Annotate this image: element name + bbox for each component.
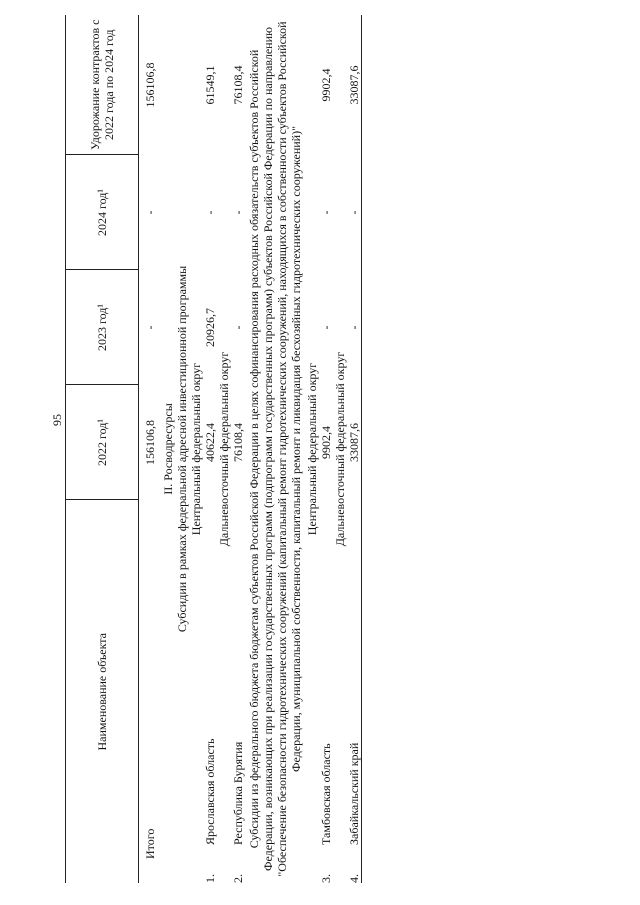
total-increase: 156106,8 — [143, 62, 157, 108]
header-object-name: Наименование объекта — [66, 500, 139, 883]
table-row — [203, 15, 217, 883]
table-row — [231, 15, 245, 883]
district-heading — [305, 15, 319, 883]
district-title: Дальневосточный федеральный округ — [333, 351, 347, 547]
page-number: 95 — [50, 414, 64, 426]
row-name: Республика Бурятия — [231, 741, 245, 845]
row-label — [319, 500, 333, 883]
row-2022: 9902,4 — [319, 426, 333, 459]
section-heading — [161, 15, 175, 883]
district-heading — [333, 15, 347, 883]
row-increase: 76108,4 — [231, 65, 245, 105]
cost-table — [65, 15, 362, 883]
row-increase: 33087,6 — [347, 15, 362, 155]
row-2023: - — [319, 325, 333, 330]
row-index: 4. — [347, 874, 361, 883]
row-2023: - — [231, 325, 245, 330]
district-title: Дальневосточный федеральный округ — [217, 351, 231, 547]
row-index: 3. — [319, 874, 333, 883]
subsidy-paragraph: Субсидии из федерального бюджета бюджетам субъектов Российской Федерации в целях софинансирования расходных обязательств субъектов Российской Федерации, возникающих при реализации государственных программ (подпрограмм государственных программ) субъектов Российской Федерации по направлению "Обеспечение безопасности гидротехнических сооружений (капитальный ремонт гидротехнических сооружений, находящихся в собственности субъектов Российской Федерации, муниципальной собственности, капитальный ремонт и ликвидация бесхозяйных гидротехнических сооружений)" — [247, 21, 303, 877]
row-index: 2. — [231, 874, 245, 883]
subsection-title: Субсидии в рамках федеральной адресной инвестиционной программы — [175, 265, 189, 633]
row-2022: 33087,6 — [347, 385, 362, 500]
row-name: Ярославская область — [203, 738, 217, 845]
total-2023: - — [143, 325, 157, 330]
header-2023: 2023 год¹ — [66, 270, 139, 385]
row-2023: - — [347, 270, 362, 385]
row-name: Забайкальский край — [347, 742, 361, 845]
section-title: II. Росводресурсы — [161, 403, 175, 495]
rotated-table-container — [65, 15, 453, 883]
total-row — [143, 15, 157, 883]
row-index: 1. — [203, 874, 217, 883]
total-2024: - — [143, 210, 157, 215]
table-row — [347, 15, 362, 883]
header-increase: Удорожание контрактов с 2022 года по 2024 год — [66, 15, 139, 155]
row-2024: - — [347, 155, 362, 270]
row-2024: - — [319, 210, 333, 215]
district-heading — [217, 15, 231, 883]
row-name: Тамбовская область — [319, 743, 333, 845]
row-label — [203, 500, 217, 883]
subsidy-paragraph-row — [245, 15, 305, 883]
row-increase: 9902,4 — [319, 68, 333, 102]
row-label — [347, 500, 362, 883]
district-title: Центральный федеральный округ — [305, 362, 319, 536]
row-increase: 61549,1 — [203, 65, 217, 105]
subsection-heading — [175, 15, 189, 883]
table-header — [66, 15, 139, 883]
row-2024: - — [203, 210, 217, 215]
district-title: Центральный федеральный округ — [189, 362, 203, 536]
row-2024: - — [231, 210, 245, 215]
table-row — [319, 15, 333, 883]
header-2022: 2022 год¹ — [66, 385, 139, 500]
row-2023: 20926,7 — [203, 308, 217, 347]
district-heading — [189, 15, 203, 883]
row-2022: 40622,4 — [203, 423, 217, 462]
header-2024: 2024 год¹ — [66, 155, 139, 270]
total-2022: 156106,8 — [143, 420, 157, 465]
total-label: Итого — [143, 828, 157, 859]
row-label — [231, 500, 245, 883]
row-2022: 76108,4 — [231, 423, 245, 462]
